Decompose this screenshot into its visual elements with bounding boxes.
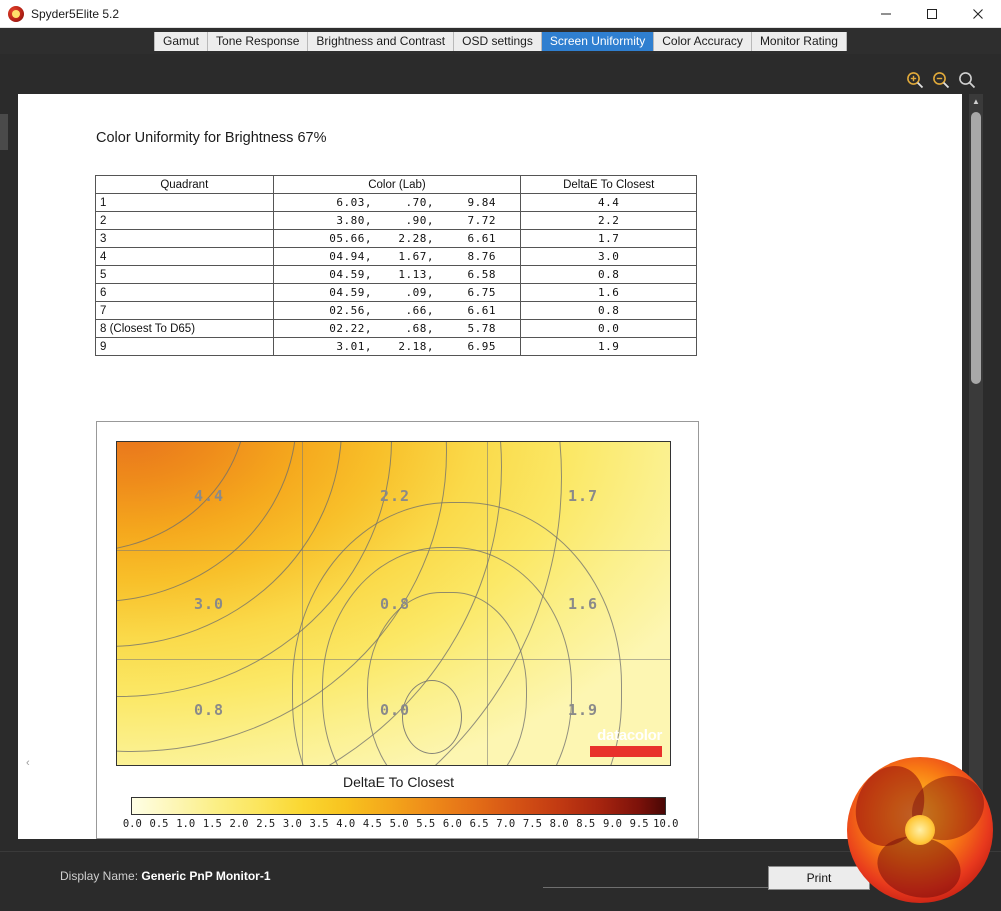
colorbar-tick: 7.5 [522,818,542,830]
colorbar-tick: 8.0 [549,818,569,830]
zoom-in-icon[interactable] [905,70,925,90]
print-button[interactable]: Print [768,866,870,890]
colorbar-tick: 0.5 [149,818,169,830]
cell-quadrant: 1 [96,194,274,212]
lab-l: 02.22, [329,322,372,335]
colorbar-tick: 6.0 [442,818,462,830]
heatmap-label-q9: 1.9 [567,701,599,719]
cell-quadrant: 7 [96,302,274,320]
uniformity-table [95,175,697,356]
lab-b: 8.76 [467,250,496,263]
lab-b: 9.84 [467,196,496,209]
table-row [96,248,697,266]
lab-b: 6.58 [467,268,496,281]
cell-deltae: 0.0 [521,320,697,338]
tab-osd-settings[interactable]: OSD settings [454,32,542,51]
lab-l: 05.66, [329,232,372,245]
watermark-logo-icon [847,757,993,903]
report-viewer [0,54,1001,851]
colorbar-ticks [119,818,679,830]
column-header-quadrant: Quadrant [96,176,274,194]
tab-strip [0,28,1001,54]
cell-quadrant: 3 [96,230,274,248]
cell-deltae: 1.6 [521,284,697,302]
cell-quadrant: 6 [96,284,274,302]
lab-a: 2.28, [398,232,434,245]
previous-page-arrow-icon[interactable]: ‹ [26,757,30,769]
colorbar-tick: 5.5 [416,818,436,830]
cell-deltae: 1.9 [521,338,697,356]
tab-screen-uniformity[interactable]: Screen Uniformity [542,32,654,51]
cell-color-lab [273,320,521,338]
window-title: Spyder5Elite 5.2 [31,6,120,21]
lab-a: .70, [405,196,434,209]
lab-l: 3.01, [336,340,372,353]
colorbar-tick: 5.0 [389,818,409,830]
tab-monitor-rating[interactable]: Monitor Rating [752,32,847,51]
table-row [96,194,697,212]
lab-b: 6.75 [467,286,496,299]
lab-b: 6.95 [467,340,496,353]
display-name-row [60,869,271,883]
title-bar [0,0,1001,28]
heatmap-label-q6: 1.6 [567,595,599,613]
cell-quadrant: 8 (Closest To D65) [96,320,274,338]
lab-a: .66, [405,304,434,317]
colorbar-tick: 9.0 [602,818,622,830]
cell-deltae: 0.8 [521,302,697,320]
lab-l: 3.80, [336,214,372,227]
column-header-color-lab: Color (Lab) [273,176,521,194]
cell-deltae: 3.0 [521,248,697,266]
table-header [96,176,697,194]
tab-gamut[interactable]: Gamut [154,32,208,51]
lab-l: 04.59, [329,268,372,281]
column-header-deltae: DeltaE To Closest [521,176,697,194]
datacolor-bar-icon [590,746,662,757]
table-row [96,320,697,338]
tabs [154,32,847,51]
cell-quadrant: 5 [96,266,274,284]
cell-quadrant: 9 [96,338,274,356]
maximize-button[interactable] [909,0,955,28]
tab-color-accuracy[interactable]: Color Accuracy [654,32,752,51]
display-name-value: Generic PnP Monitor-1 [141,869,271,883]
cell-color-lab [273,230,521,248]
footer-text-field[interactable] [543,866,771,888]
colorbar-tick: 3.5 [309,818,329,830]
colorbar-tick: 1.0 [176,818,196,830]
colorbar-tick: 9.5 [629,818,649,830]
heatmap-label-q1: 4.4 [193,487,225,505]
lab-b: 5.78 [467,322,496,335]
display-name-label: Display Name: [60,869,139,883]
heatmap-label-q3: 1.7 [567,487,599,505]
datacolor-wordmark: datacolor [597,727,662,744]
colorbar-tick: 7.0 [496,818,516,830]
cell-quadrant: 4 [96,248,274,266]
left-edge-marker [0,114,8,150]
close-button[interactable] [955,0,1001,28]
uniformity-heatmap [116,441,671,766]
colorbar-tick: 10.0 [653,818,679,830]
colorbar-tick: 3.0 [282,818,302,830]
table-row [96,302,697,320]
table-row [96,266,697,284]
zoom-out-icon[interactable] [931,70,951,90]
heatmap-label-q5: 0.8 [379,595,411,613]
colorbar-tick: 6.5 [469,818,489,830]
cell-deltae: 2.2 [521,212,697,230]
lab-a: 1.13, [398,268,434,281]
colorbar [131,797,666,815]
colorbar-tick: 4.0 [336,818,356,830]
cell-deltae: 1.7 [521,230,697,248]
scroll-up-icon[interactable]: ▲ [972,96,980,106]
heatmap-label-q8: 0.0 [379,701,411,719]
zoom-fit-icon[interactable] [957,70,977,90]
lab-b: 7.72 [467,214,496,227]
table-body [96,194,697,356]
lab-l: 04.59, [329,286,372,299]
datacolor-logo [590,727,662,757]
legend-title: DeltaE To Closest [342,774,454,790]
lab-l: 02.56, [329,304,372,317]
table-row [96,338,697,356]
cell-color-lab [273,212,521,230]
colorbar-tick: 0.0 [122,818,142,830]
colorbar-tick: 4.5 [362,818,382,830]
app-logo-icon [8,6,24,22]
report-page [18,94,962,839]
zoom-toolbar [905,70,977,90]
heatmap-label-q2: 2.2 [379,487,411,505]
report-scroll-area [18,94,983,839]
lab-b: 6.61 [467,304,496,317]
cell-color-lab [273,248,521,266]
table-row [96,284,697,302]
colorbar-tick: 1.5 [202,818,222,830]
table-row [96,230,697,248]
uniformity-chart-panel [96,421,699,839]
heatmap-label-q4: 3.0 [193,595,225,613]
cell-deltae: 4.4 [521,194,697,212]
lab-a: .90, [405,214,434,227]
page-title: Color Uniformity for Brightness 67% [96,130,327,146]
tab-brightness-and-contrast[interactable]: Brightness and Contrast [308,32,454,51]
lab-l: 04.94, [329,250,372,263]
cell-color-lab [273,284,521,302]
cell-color-lab [273,302,521,320]
table-row [96,212,697,230]
tab-tone-response[interactable]: Tone Response [208,32,308,51]
cell-deltae: 0.8 [521,266,697,284]
lab-a: 2.18, [398,340,434,353]
lab-a: .09, [405,286,434,299]
lab-a: 1.67, [398,250,434,263]
lab-a: .68, [405,322,434,335]
cell-color-lab [273,338,521,356]
heatmap-label-q7: 0.8 [193,701,225,719]
colorbar-tick: 8.5 [576,818,596,830]
cell-color-lab [273,194,521,212]
scrollbar-thumb[interactable] [971,112,981,384]
cell-color-lab [273,266,521,284]
colorbar-tick: 2.0 [229,818,249,830]
vertical-scrollbar[interactable] [969,94,983,839]
colorbar-tick: 2.5 [256,818,276,830]
footer-bar [0,851,1001,911]
lab-b: 6.61 [467,232,496,245]
minimize-button[interactable] [863,0,909,28]
window-controls [863,0,1001,28]
cell-quadrant: 2 [96,212,274,230]
lab-l: 6.03, [336,196,372,209]
